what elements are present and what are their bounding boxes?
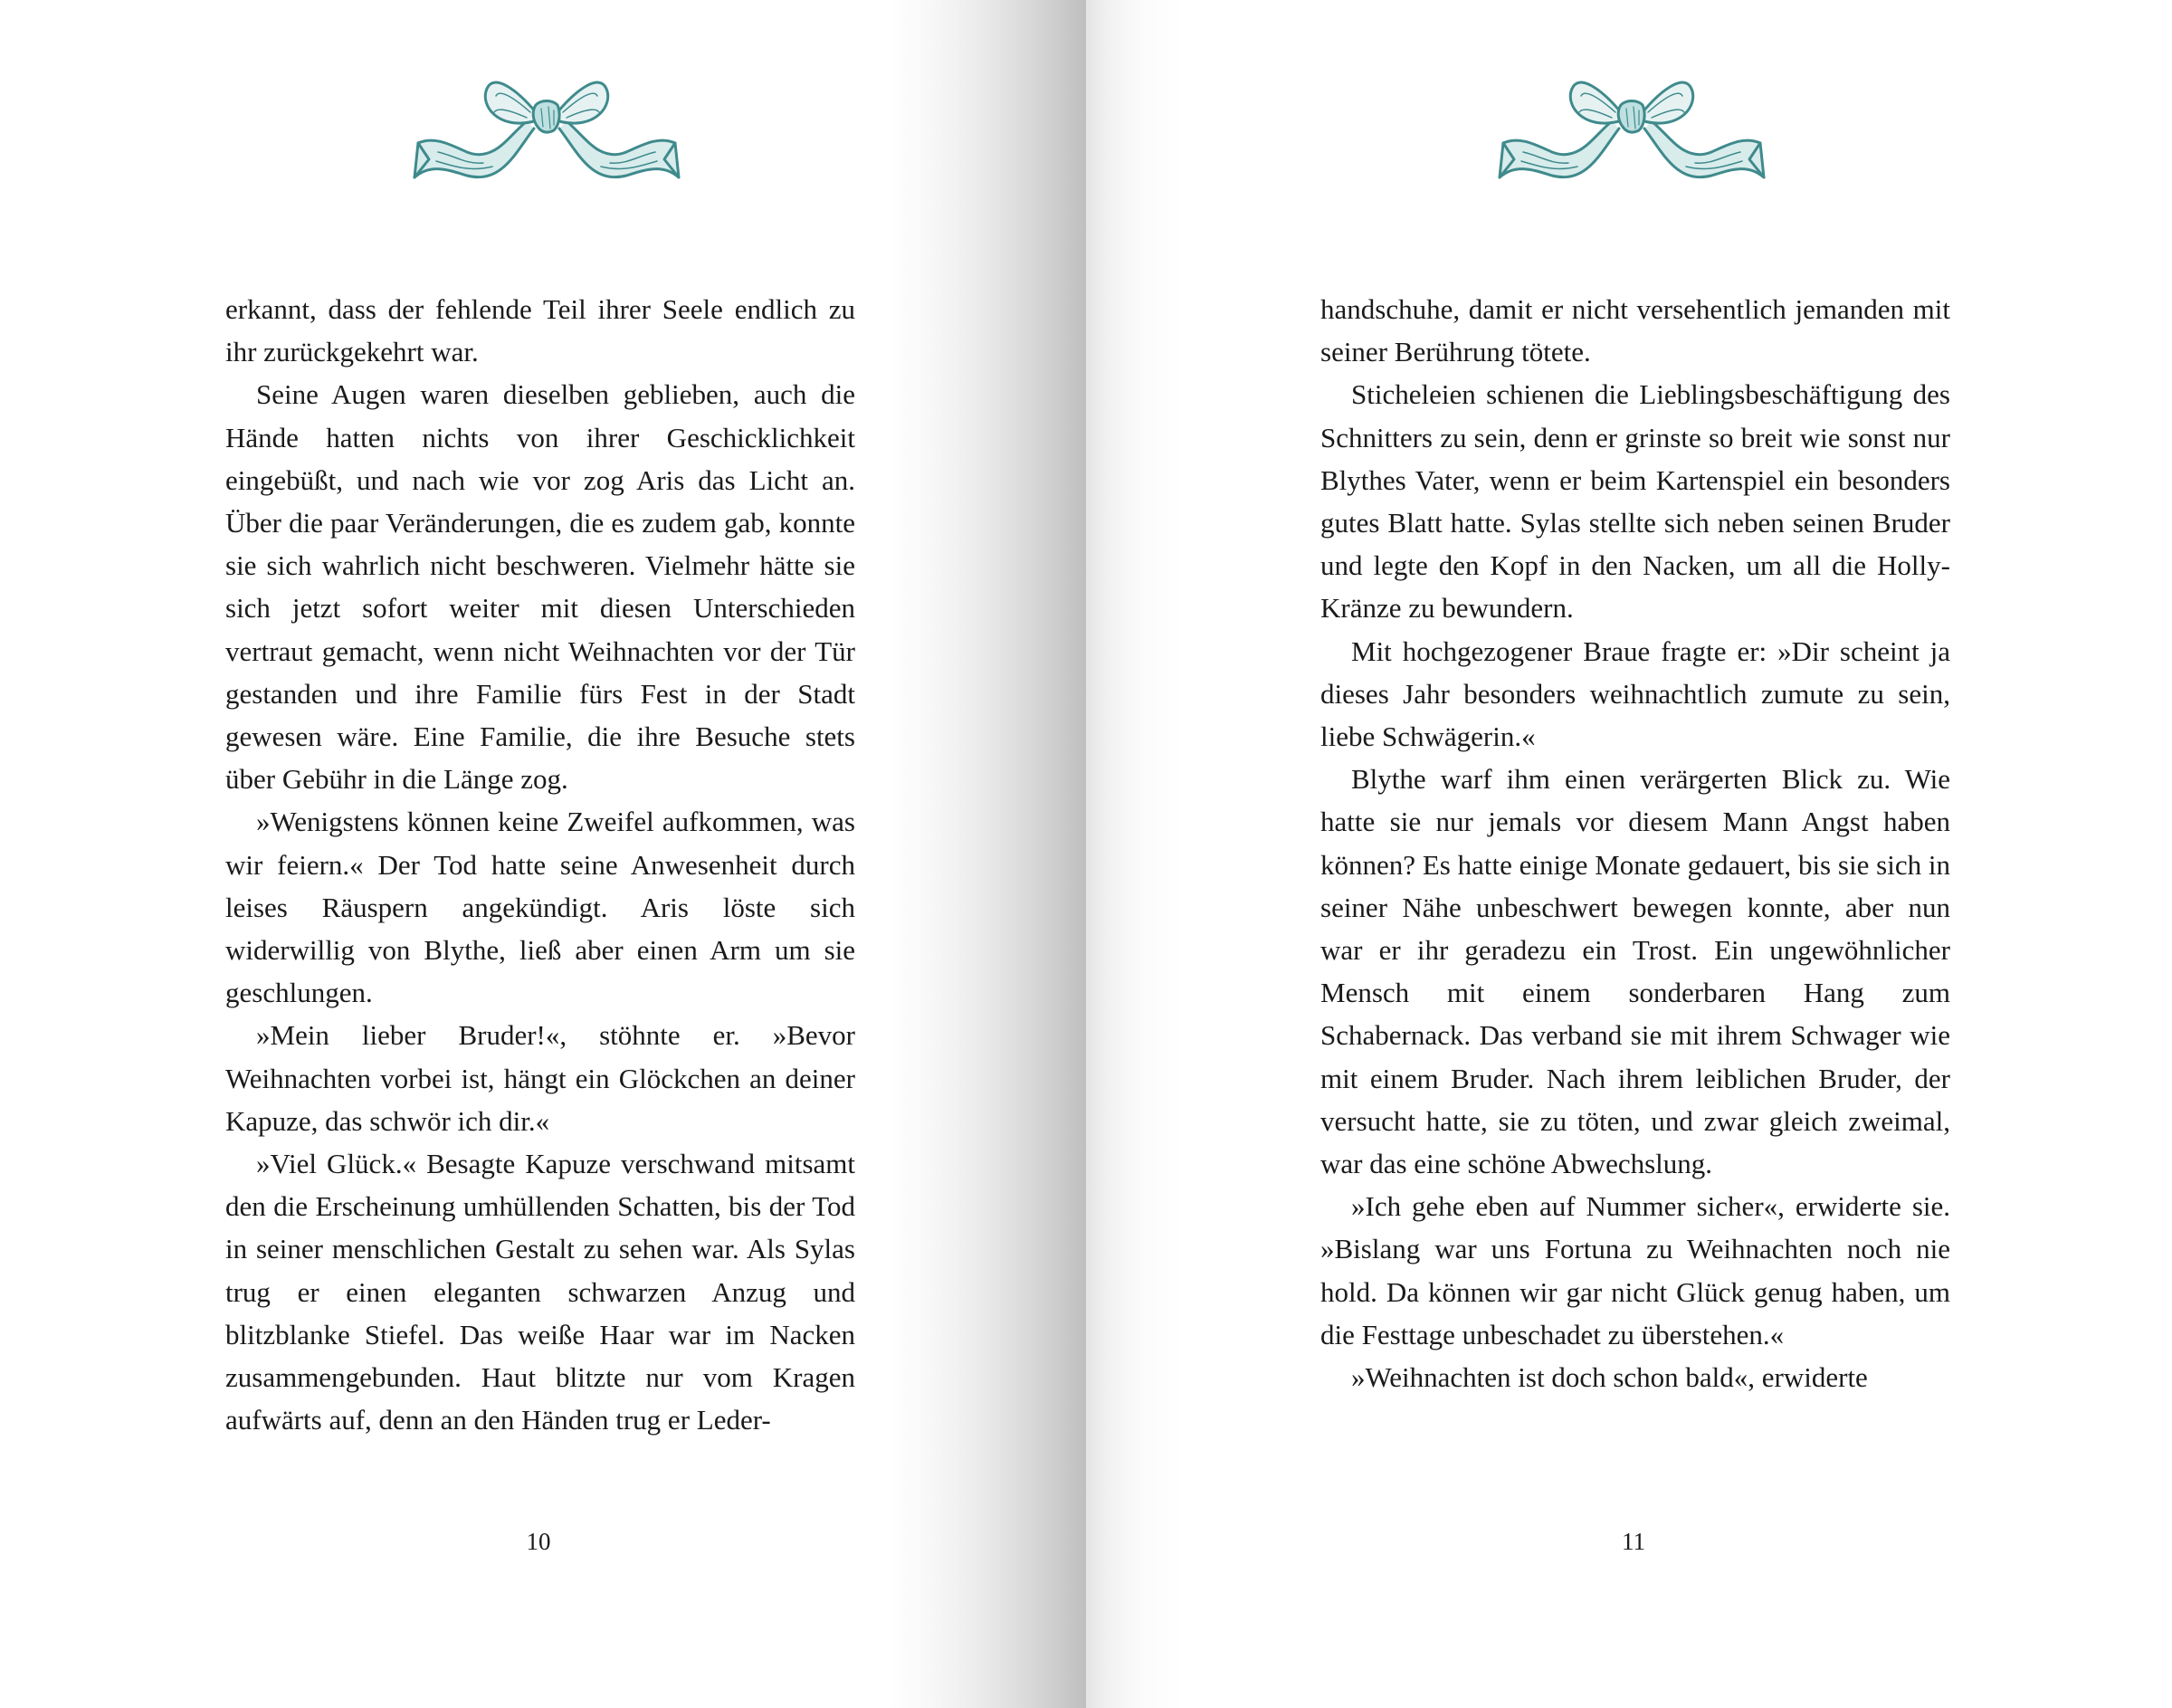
paragraph: Blythe warf ihm einen verärgerten Blick zu. Wie hatte sie nur jemals vor diesem Mann Angst haben können? Es hatte einige Monate gedauert, bis sie sich in seiner Nähe unbeschwert bewegen konnte, aber nun war er ihr geradezu ein Trost. Ein ungewöhnlicher Mensch mit einem sonderbaren Hang zum Schabernack. Das verband sie mit ihrem Schwager wie mit einem Bruder. Nach ihrem leiblichen Bruder, der versucht hatte, sie zu töten, und zwar gleich zweimal, war das eine schöne Abwechslung. — [1320, 763, 1950, 1180]
page-number: 10 — [526, 1528, 551, 1555]
right-page-body — [1320, 288, 1950, 1398]
page-number: 11 — [1622, 1528, 1645, 1555]
right-page — [1086, 0, 2172, 1708]
ribbon-bow-icon — [1496, 65, 1767, 183]
paragraph: Mit hochgezogener Braue fragte er: »Dir scheint ja dieses Jahr besonders weihnachtlich zumute zu sein, liebe Schwägerin.« — [1320, 635, 1950, 753]
paragraph: »Weihnachten ist doch schon bald«, erwiderte — [1351, 1361, 1868, 1394]
paragraph: »Mein lieber Bruder!«, stöhnte er. »Bevor Weihnachten vorbei ist, hängt ein Glöckchen an deiner Kapuze, das schwör ich dir.« — [225, 1019, 855, 1137]
paragraph: erkannt, dass der fehlende Teil ihrer Seele endlich zu ihr zurückgekehrt war. — [225, 293, 855, 368]
paragraph: »Viel Glück.« Besagte Kapuze verschwand mitsamt den die Erscheinung umhüllenden Schatten, bis der Tod in seiner menschlichen Gestalt zu sehen war. Als Sylas trug er einen eleganten schwarzen Anzug und blitzblanke Stiefel. Das weiße Haar war im Nacken zusammengebunden. Haut blitzte nur vom Kragen aufwärts auf, denn an den Händen trug er Leder- — [225, 1148, 855, 1436]
paragraph: Seine Augen waren dieselben geblieben, auch die Hände hatten nichts von ihrer Geschicklichkeit eingebüßt, und nach wie vor zog Aris das Licht an. Über die paar Veränderungen, die es zudem gab, konnte sie sich wahrlich nicht beschweren. Vielmehr hätte sie sich jetzt sofort weiter mit diesen Unterschieden vertraut gemacht, wenn nicht Weihnachten vor der Tür gestanden und ihre Familie fürs Fest in der Stadt gewesen wäre. Eine Familie, die ihre Besuche stets über Gebühr in die Länge zog. — [225, 378, 855, 796]
paragraph: »Ich gehe eben auf Nummer sicher«, erwiderte sie. »Bislang war uns Fortuna zu Weihnachten noch nie hold. Da können wir gar nicht Glück genug haben, um die Festtage unbeschadet zu überstehen.« — [1320, 1190, 1950, 1350]
paragraph: Sticheleien schienen die Lieblingsbeschäftigung des Schnitters zu sein, denn er grinste so breit wie sonst nur Blythes Vater, wenn er beim Kartenspiel ein besonders gutes Blatt hatte. Sylas stellte sich neben seinen Bruder und legte den Kopf in den Nacken, um all die Holly-Kränze zu bewundern. — [1320, 378, 1950, 625]
paragraph: »Wenigstens können keine Zweifel aufkommen, was wir feiern.« Der Tod hatte seine Anwesenheit durch leises Räuspern angekündigt. Aris löste sich widerwillig von Blythe, ließ aber einen Arm um sie geschlungen. — [225, 806, 855, 1009]
paragraph: handschuhe, damit er nicht versehentlich jemanden mit seiner Berührung tötete. — [1320, 293, 1950, 368]
ribbon-bow-icon — [411, 65, 682, 183]
left-page-body — [225, 288, 855, 1441]
